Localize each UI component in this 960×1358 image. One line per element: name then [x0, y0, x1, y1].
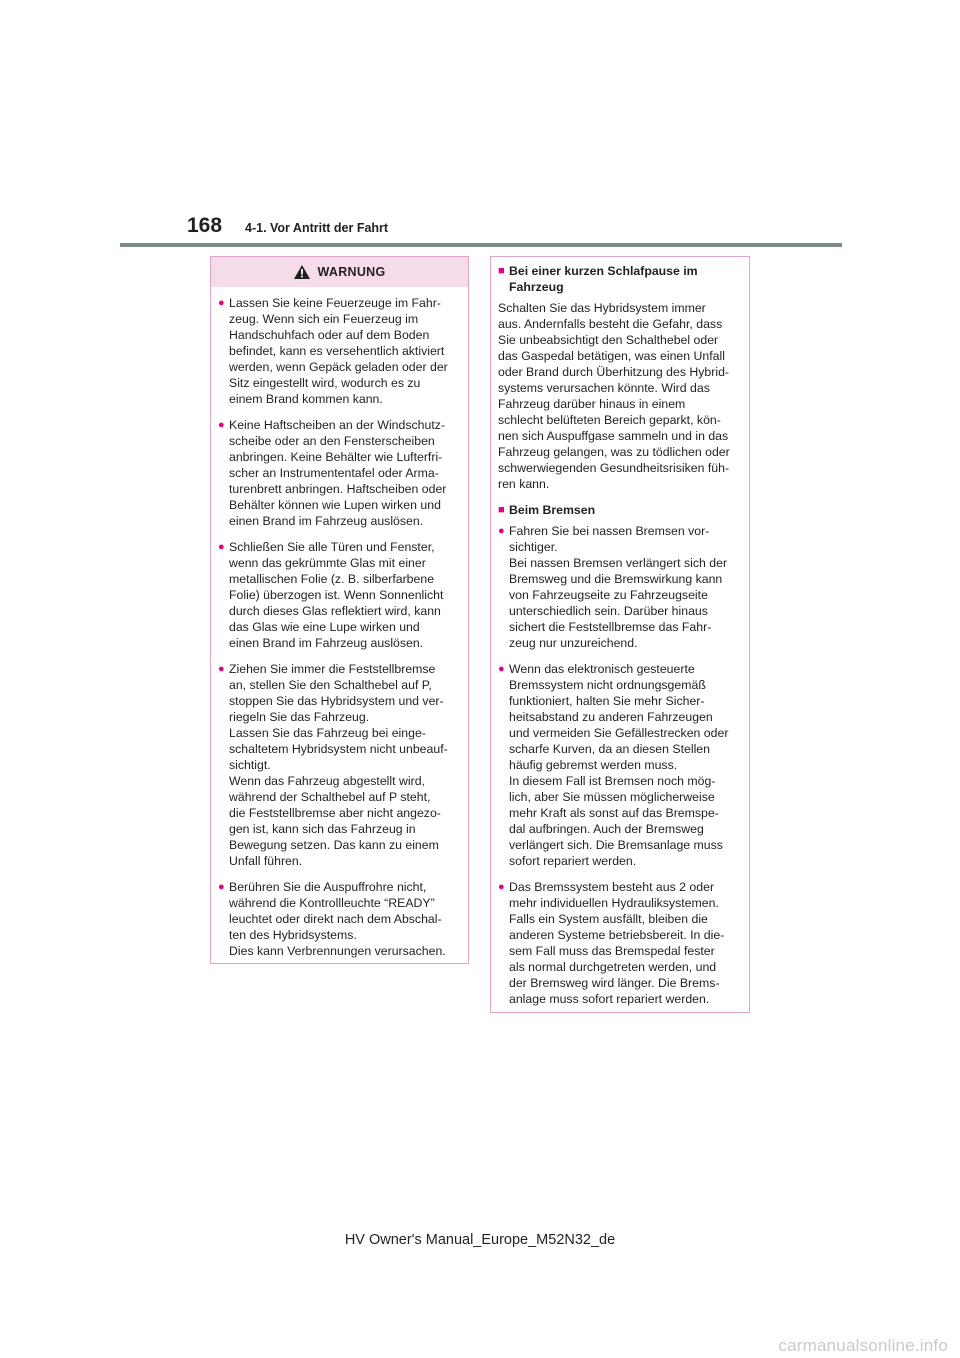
warning-item-text: Schließen Sie alle Türen und Fenster, wenn das gekrümmte Glas mit einer metallischen Folie (z. B. silberfarbene Folie) überzogen ist. Wenn Sonnenlicht durch dieses Glas reflektiert wird, kann das Glas wie eine Lupe wirken und einen Brand im Fahrzeug auslösen.	[229, 540, 444, 650]
bullet-dot-icon: ●	[498, 881, 505, 893]
bullet-dot-icon: ●	[218, 881, 225, 893]
bullet-dot-icon: ●	[218, 541, 225, 553]
braking-item	[498, 523, 741, 651]
braking-item-text: Das Bremssystem besteht aus 2 oder mehr individuellen Hydrauliksystemen. Falls ein System ausfällt, bleiben die anderen Systeme betriebsbereit. In die- sem Fall muss das Bremspedal fester als normal durchgetreten werden, und der Bremsweg wird länger. Die Brems- anlage muss sofort repariert werden.	[509, 880, 725, 1006]
section-heading-braking	[498, 502, 741, 518]
warning-triangle-icon	[293, 264, 311, 280]
bullet-dot-icon: ●	[498, 525, 505, 537]
page-number: 168	[187, 214, 223, 237]
bullet-dot-icon: ●	[218, 297, 225, 309]
section-paragraph: Schalten Sie das Hybridsystem immer aus. Andernfalls besteht die Gefahr, dass Sie unbeabsichtigt den Schalthebel oder das Gaspedal betätigen, was einen Unfall oder Brand durch Überhitzung des Hybrid- systems verursachen könnte. Wird das Fahrzeug darüber hinaus in einem schlecht belüfteten Bereich geparkt, kön- nen sich Auspuffgase sammeln und in das Fahrzeug gelangen, was zu tödlichen oder schwerwiegenden Gesundheitsrisiken füh- ren kann.	[498, 301, 730, 491]
header-rule	[120, 243, 842, 247]
warning-item	[218, 661, 460, 869]
bullet-dot-icon: ●	[218, 419, 225, 431]
square-bullet-icon: ■	[498, 265, 505, 277]
watermark: carmanualsonline.info	[778, 1336, 948, 1355]
section-heading-text: Beim Bremsen	[509, 503, 596, 517]
warning-item	[218, 417, 460, 529]
warning-title: WARNUNG	[317, 265, 386, 279]
footer-manual-id: HV Owner's Manual_Europe_M52N32_de	[344, 1232, 616, 1248]
warning-box	[210, 256, 469, 964]
section-heading-sleep	[498, 263, 741, 295]
caution-box	[490, 256, 750, 1013]
braking-item	[498, 661, 741, 869]
bullet-dot-icon: ●	[218, 663, 225, 675]
warning-item-text: Keine Haftscheiben an der Windschutz- scheibe oder an den Fensterscheiben anbringen. Keine Behälter wie Lufterfri- scher an Instrumententafel oder Arma- turenbrett anbringen. Haftscheiben oder Behälter können wie Lupen wirken und einen Brand im Fahrzeug auslösen.	[229, 418, 447, 528]
bullet-dot-icon: ●	[498, 663, 505, 675]
warning-item-text: Berühren Sie die Auspuffrohre nicht, während die Kontrollleuchte “READY” leuchtet oder direkt nach dem Abschal- ten des Hybridsystems. Dies kann Verbrennungen verursachen.	[229, 880, 446, 958]
warning-item-text: Ziehen Sie immer die Feststellbremse an, stellen Sie den Schalthebel auf P, stoppen Sie das Hybridsystem und ver- riegeln Sie das Fahrzeug. Lassen Sie das Fahrzeug bei einge- schaltetem Hybridsystem nicht unbeauf- sichtigt. Wenn das Fahrzeug abgestellt wird, während der Schalthebel auf P steht, die Feststellbremse aber nicht angezo- gen ist, kann sich das Fahrzeug in Bewegung setzen. Das kann zu einem Unfall führen.	[229, 662, 448, 868]
warning-item	[218, 879, 460, 959]
section-heading-text: Bei einer kurzen Schlafpause im Fahrzeug	[509, 264, 698, 294]
braking-item-text: Fahren Sie bei nassen Bremsen vor- sichtiger. Bei nassen Bremsen verlängert sich der Bremsweg und die Bremswirkung kann von Fahrzeugseite zu Fahrzeugseite unterschiedlich sein. Darüber hinaus sichert die Feststellbremse das Fahr- zeug nur unzureichend.	[509, 524, 728, 650]
square-bullet-icon: ■	[498, 504, 505, 516]
section-title: 4-1. Vor Antritt der Fahrt	[245, 221, 389, 235]
braking-item-text: Wenn das elektronisch gesteuerte Bremssystem nicht ordnungsgemäß funktioniert, halten Sie mehr Sicher- heitsabstand zu anderen Fahrzeugen und vermeiden Sie Gefällestrecken oder scharfe Kurven, da an diesen Stellen häufig gebremst werden muss. In diesem Fall ist Bremsen noch mög- lich, aber Sie müssen möglicherweise mehr Kraft als sonst auf das Bremspe- dal aufbringen. Auch der Bremsweg verlängert sich. Die Bremsanlage muss sofort repariert werden.	[509, 662, 729, 868]
warning-item	[218, 539, 460, 651]
warning-item	[218, 295, 460, 407]
braking-item	[498, 879, 741, 1007]
warning-item-text: Lassen Sie keine Feuerzeuge im Fahr- zeug. Wenn sich ein Feuerzeug im Handschuhfach oder auf dem Boden befindet, kann es versehentlich aktiviert werden, wenn Gepäck geladen oder der Sitz eingestellt wird, wodurch es zu einem Brand kommen kann.	[229, 296, 448, 406]
warning-header	[211, 257, 468, 287]
